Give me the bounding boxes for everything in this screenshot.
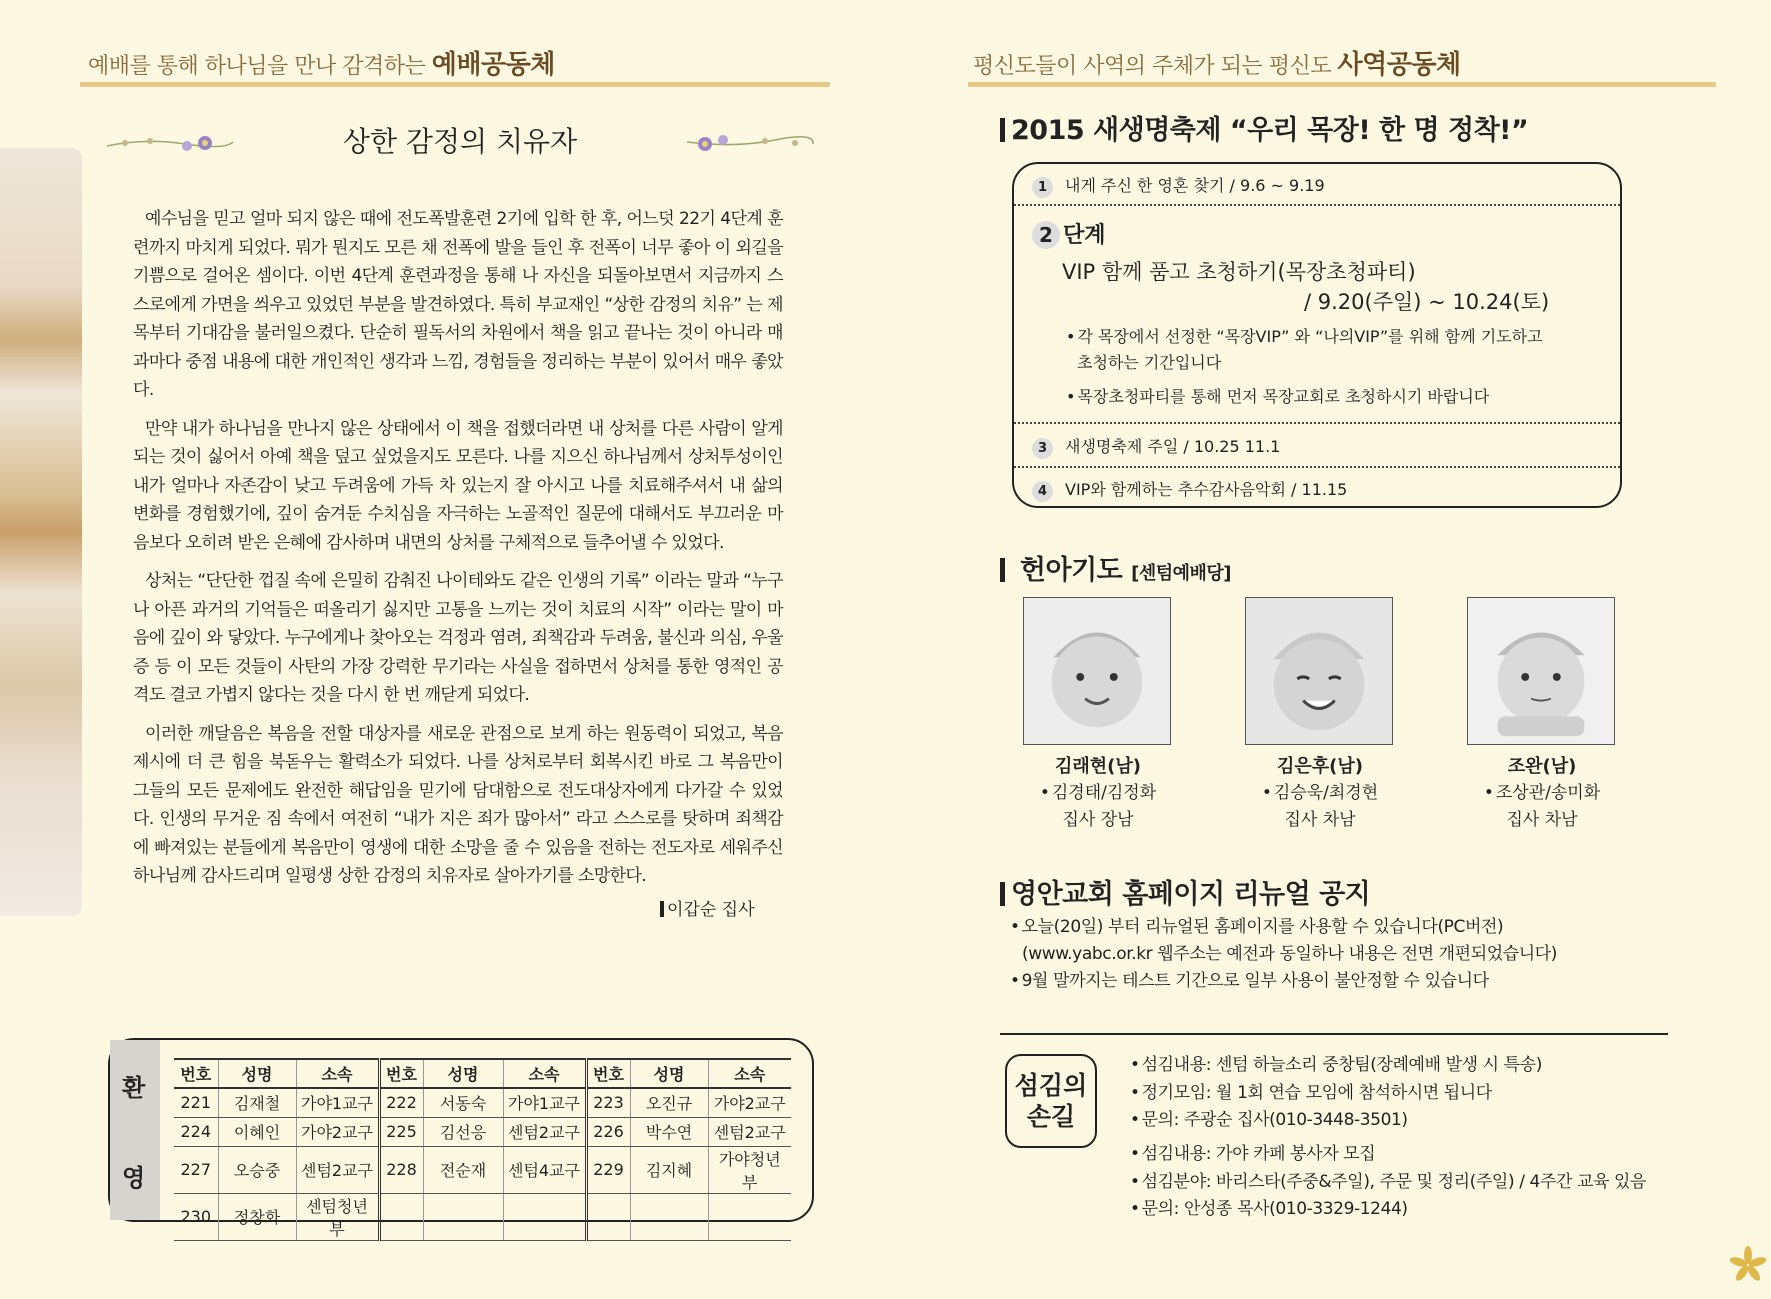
serve-line: • 문의: 안성종 목사(010-3329-1244): [1130, 1196, 1646, 1224]
step-number: 4: [1032, 481, 1053, 502]
table-cell: 221: [174, 1088, 218, 1117]
column-header: 소속: [708, 1059, 791, 1088]
article-body: [133, 205, 783, 901]
table-cell: 오진규: [630, 1088, 708, 1117]
table-header-row: [174, 1059, 791, 1088]
column-header: 성명: [218, 1059, 296, 1088]
step-number: 3: [1032, 438, 1053, 459]
article-paragraph: 만약 내가 하나님을 만나지 않은 상태에서 이 책을 접했더라면 내 상처를 다른 사람이 알게 되는 것이 싫어서 아예 책을 덮고 싶었을지도 모른다. 나를 지으신 하나님께서 상처투성이인 내가 얼마나 자존감이 낮고 두려움에 가득 차 있는지 잘 아시고 나를 치료해주셔서 내 삶의 변화를 경험했기에, 깊이 숨겨둔 수치심을 자극하는 노골적인 질문에 대해서도 부끄러운 마음보다 오히려 받은 은혜에 감사하며 내면의 상처를 구체적으로 들추어낼 수 있었다.: [133, 418, 783, 553]
left-header-rule: [80, 82, 830, 87]
baby-parents: [1462, 780, 1622, 834]
left-section-header: [88, 44, 555, 86]
flower-ornament-right-icon: [685, 128, 815, 158]
homepage-notice: [1010, 914, 1557, 995]
article-paragraph: 상처는 “단단한 껍질 속에 은밀히 감춰진 나이테와도 같은 인생의 기록” 이라는 말과 “누구나 아픈 과거의 기억들은 떠올리기 싫지만 고통을 느끼는 것이 치료의 시작” 이라는 말이 마음에 깊이 와 닿았다. 누구에게나 찾아오는 걱정과 염려, 죄책감과 두려움, 불신과 의심, 우울증 등 이 모든 것들이 사탄의 가장 강력한 무기라는 사실을 접하면서 상처를 통한 영적인 공격도 결코 가볍지 않다는 것을 다시 한 번 깨닫게 되었다.: [133, 571, 783, 705]
homepage-notice-title: 영안교회 홈페이지 리뉴얼 공지: [1000, 872, 1370, 911]
serve-line: • 섬김분야: 바리스타(주중&주일), 주문 및 정리(주일) / 4주간 교육 있음: [1130, 1169, 1646, 1197]
section-divider: [1000, 1033, 1668, 1035]
baby-parents: [1018, 780, 1178, 834]
column-header: 번호: [379, 1059, 423, 1088]
table-cell: 226: [586, 1117, 630, 1146]
serve-label-line2: 손길: [1026, 1102, 1076, 1131]
table-cell: 이혜인: [218, 1117, 296, 1146]
left-header-strong: 예배공동체: [431, 50, 555, 80]
serve-line: • 문의: 주광순 집사(010-3448-3501): [1130, 1107, 1542, 1135]
table-cell: 김지혜: [630, 1146, 708, 1193]
baby-photo: [1467, 597, 1615, 745]
table-cell: [586, 1193, 630, 1240]
table-cell: [630, 1193, 708, 1240]
step-number: 2: [1032, 221, 1060, 249]
serve-label-box: [1005, 1054, 1097, 1148]
step2-line2: / 9.20(주일) ~ 10.24(토): [1304, 290, 1550, 314]
table-cell: 오승중: [218, 1146, 296, 1193]
table-cell: 센텀2교구: [296, 1146, 379, 1193]
step2-bullet-2: • 목장초청파티를 통해 먼저 목장교회로 초청하시기 바랍니다: [1066, 384, 1489, 407]
baby-relation: 집사 장남: [1062, 810, 1134, 830]
table-row: [174, 1088, 791, 1117]
baby-photo: [1245, 597, 1393, 745]
table-cell: [423, 1193, 503, 1240]
table-cell: [708, 1193, 791, 1240]
serve-group-1: [1130, 1052, 1542, 1135]
table-cell: 230: [174, 1193, 218, 1240]
table-cell: 224: [174, 1117, 218, 1146]
table-cell: 센텀2교구: [503, 1117, 586, 1146]
table-row: [174, 1146, 791, 1193]
right-section-header: [973, 44, 1461, 86]
baby-parents-names: • 조상관/송미화: [1462, 780, 1622, 807]
welcome-side-label: [110, 1040, 160, 1220]
welcome-side-top: 환: [122, 1074, 146, 1102]
table-cell: 센텀4교구: [503, 1146, 586, 1193]
column-header: 소속: [296, 1059, 379, 1088]
table-cell: 222: [379, 1088, 423, 1117]
serve-group-2: [1130, 1141, 1646, 1224]
dedication-title: [1000, 548, 1231, 587]
welcome-side-bottom: 영: [122, 1164, 146, 1192]
table-cell: [503, 1193, 586, 1240]
step2-bullet-1-cont: 초청하는 기간입니다: [1077, 353, 1222, 372]
table-cell: 228: [379, 1146, 423, 1193]
serve-label-line1: 섬김의: [1014, 1071, 1088, 1100]
step-text: 새생명축제 주일 / 10.25 11.1: [1065, 437, 1281, 456]
column-header: 소속: [503, 1059, 586, 1088]
serve-line: • 섬김내용: 센텀 하늘소리 중창팀(장례예배 발생 시 특송): [1130, 1052, 1542, 1080]
corner-flower-icon: [1728, 1245, 1768, 1285]
table-cell: 227: [174, 1146, 218, 1193]
schedule-step-1: [1032, 173, 1602, 198]
table-cell: 정창화: [218, 1193, 296, 1240]
step2-line1: VIP 함께 품고 초청하기(목장초청파티): [1062, 260, 1416, 284]
baby-face-icon: [1468, 598, 1614, 744]
baby-name: 김래현(남): [1054, 756, 1141, 777]
notice-line: • 9월 말까지는 테스트 기간으로 일부 사용이 불안정할 수 있습니다: [1010, 968, 1557, 995]
step2-bullet-1: • 각 목장에서 선정한 “목장VIP” 와 “나의VIP”를 위해 함께 기도하고: [1066, 324, 1543, 347]
table-row: [174, 1193, 791, 1240]
serve-line: • 섬김내용: 가야 카페 봉사자 모집: [1130, 1141, 1646, 1169]
dedication-title-text: 헌아기도: [1019, 555, 1123, 586]
baby-face-icon: [1246, 598, 1392, 744]
table-cell: 225: [379, 1117, 423, 1146]
dotted-divider: [1014, 422, 1620, 424]
table-cell: 가야2교구: [296, 1117, 379, 1146]
notice-line: • 오늘(20일) 부터 리뉴얼된 홈페이지를 사용할 수 있습니다(PC버전): [1010, 914, 1557, 941]
festival-title: 2015 새생명축제 “우리 목장! 한 명 정착!”: [1000, 108, 1528, 147]
right-header-text: 평신도들이 사역의 주체가 되는 평신도: [973, 54, 1338, 79]
table-cell: 229: [586, 1146, 630, 1193]
dedication-subtitle: [센텀예배당]: [1131, 563, 1232, 584]
welcome-table-box: [108, 1038, 814, 1239]
column-header: 번호: [174, 1059, 218, 1088]
table-cell: 223: [586, 1088, 630, 1117]
table-cell: 전순재: [423, 1146, 503, 1193]
baby-name: 김은후(남): [1276, 756, 1363, 777]
article-paragraph: 예수님을 믿고 얼마 되지 않은 때에 전도폭발훈련 2기에 입학 한 후, 어느덧 22기 4단계 훈련까지 마치게 되었다. 뭐가 뭔지도 모른 채 전폭에 발을 들인 후 전폭이 너무 좋아 이 외길을 기쁨으로 걸어온 셈이다. 이번 4단계 훈련과정을 통해 나 자신을 되돌아보면서 지금까지 스스로에게 가면을 씌우고 있었던 부분을 발견하였다. 특히 부교재인 “상한 감정의 치유” 는 제목부터 기대감을 불러일으켰다. 단순히 필독서의 차원에서 책을 읽고 끝나는 것이 아니라 매 과마다 중점 내용에 대한 개인적인 생각과 느낌, 경험들을 정리하는 부분이 있어서 매우 좋았다.: [133, 209, 783, 400]
schedule-step-2: [1032, 218, 1106, 249]
article-author: 이갑순 집사: [660, 895, 755, 920]
table-cell: 가야1교구: [296, 1088, 379, 1117]
column-header: 성명: [630, 1059, 708, 1088]
baby-parents-names: • 김경태/김정화: [1018, 780, 1178, 807]
right-header-rule: [968, 82, 1716, 87]
right-header-strong: 사역공동체: [1337, 50, 1461, 80]
baby-relation: 집사 차남: [1506, 810, 1578, 830]
table-cell: 센텀2교구: [708, 1117, 791, 1146]
step-number: 1: [1032, 177, 1053, 198]
baby-name: 조완(남): [1507, 756, 1577, 777]
column-header: 번호: [586, 1059, 630, 1088]
baby-face-icon: [1024, 598, 1170, 744]
table-cell: 가야청년부: [708, 1146, 791, 1193]
table-cell: 박수연: [630, 1117, 708, 1146]
festival-schedule-box: [1012, 162, 1622, 508]
table-cell: 센텀청년부: [296, 1193, 379, 1240]
baby-parents-names: • 김승욱/최경현: [1240, 780, 1400, 807]
decorative-photo-strip: [0, 148, 82, 916]
schedule-step-4: [1032, 477, 1602, 502]
table-cell: 가야1교구: [503, 1088, 586, 1117]
table-cell: [379, 1193, 423, 1240]
schedule-step-3: [1032, 434, 1602, 459]
dotted-divider: [1014, 466, 1620, 468]
step-label: 단계: [1063, 223, 1106, 248]
table-row: [174, 1117, 791, 1146]
step-text: VIP와 함께하는 추수감사음악회 / 11.15: [1065, 480, 1348, 499]
column-header: 성명: [423, 1059, 503, 1088]
table-cell: 김선응: [423, 1117, 503, 1146]
table-cell: 가야2교구: [708, 1088, 791, 1117]
baby-relation: 집사 차남: [1284, 810, 1356, 830]
article-paragraph: 이러한 깨달음은 복음을 전할 대상자를 새로운 관점으로 보게 하는 원동력이 되었고, 복음제시에 더 큰 힘을 북돋우는 활력소가 되었다. 나를 상처로부터 회복시킨 바로 그 복음만이 그들의 모든 문제에도 완전한 해답임을 믿기에 담대함으로 전도대상자에게 다가갈 수 있었다. 인생의 무거운 짐 속에서 여전히 “내가 지은 죄가 많아서” 라고 스스로를 탓하며 죄책감에 빠져있는 분들에게 복음만이 영생에 대한 소망을 줄 수 있음을 전하는 전도자로 세워주신 하나님께 감사드리며 일평생 상한 감정의 치유자로 살아가기를 소망한다.: [133, 723, 783, 886]
table-cell: 김재철: [218, 1088, 296, 1117]
baby-photo: [1023, 597, 1171, 745]
dotted-divider: [1014, 204, 1620, 206]
article-title: 상한 감정의 치유자: [342, 125, 578, 158]
table-cell: 서동숙: [423, 1088, 503, 1117]
step-text: 내게 주신 한 영혼 찾기 / 9.6 ~ 9.19: [1065, 176, 1325, 195]
welcome-table: [174, 1058, 791, 1241]
left-header-text: 예배를 통해 하나님을 만나 감격하는: [88, 54, 432, 79]
baby-parents: [1240, 780, 1400, 834]
notice-line: (www.yabc.or.kr 웹주소는 예전과 동일하나 내용은 전면 개편되었습니다): [1022, 944, 1558, 964]
serve-line: • 정기모임: 월 1회 연습 모임에 참석하시면 됩니다: [1130, 1080, 1542, 1108]
